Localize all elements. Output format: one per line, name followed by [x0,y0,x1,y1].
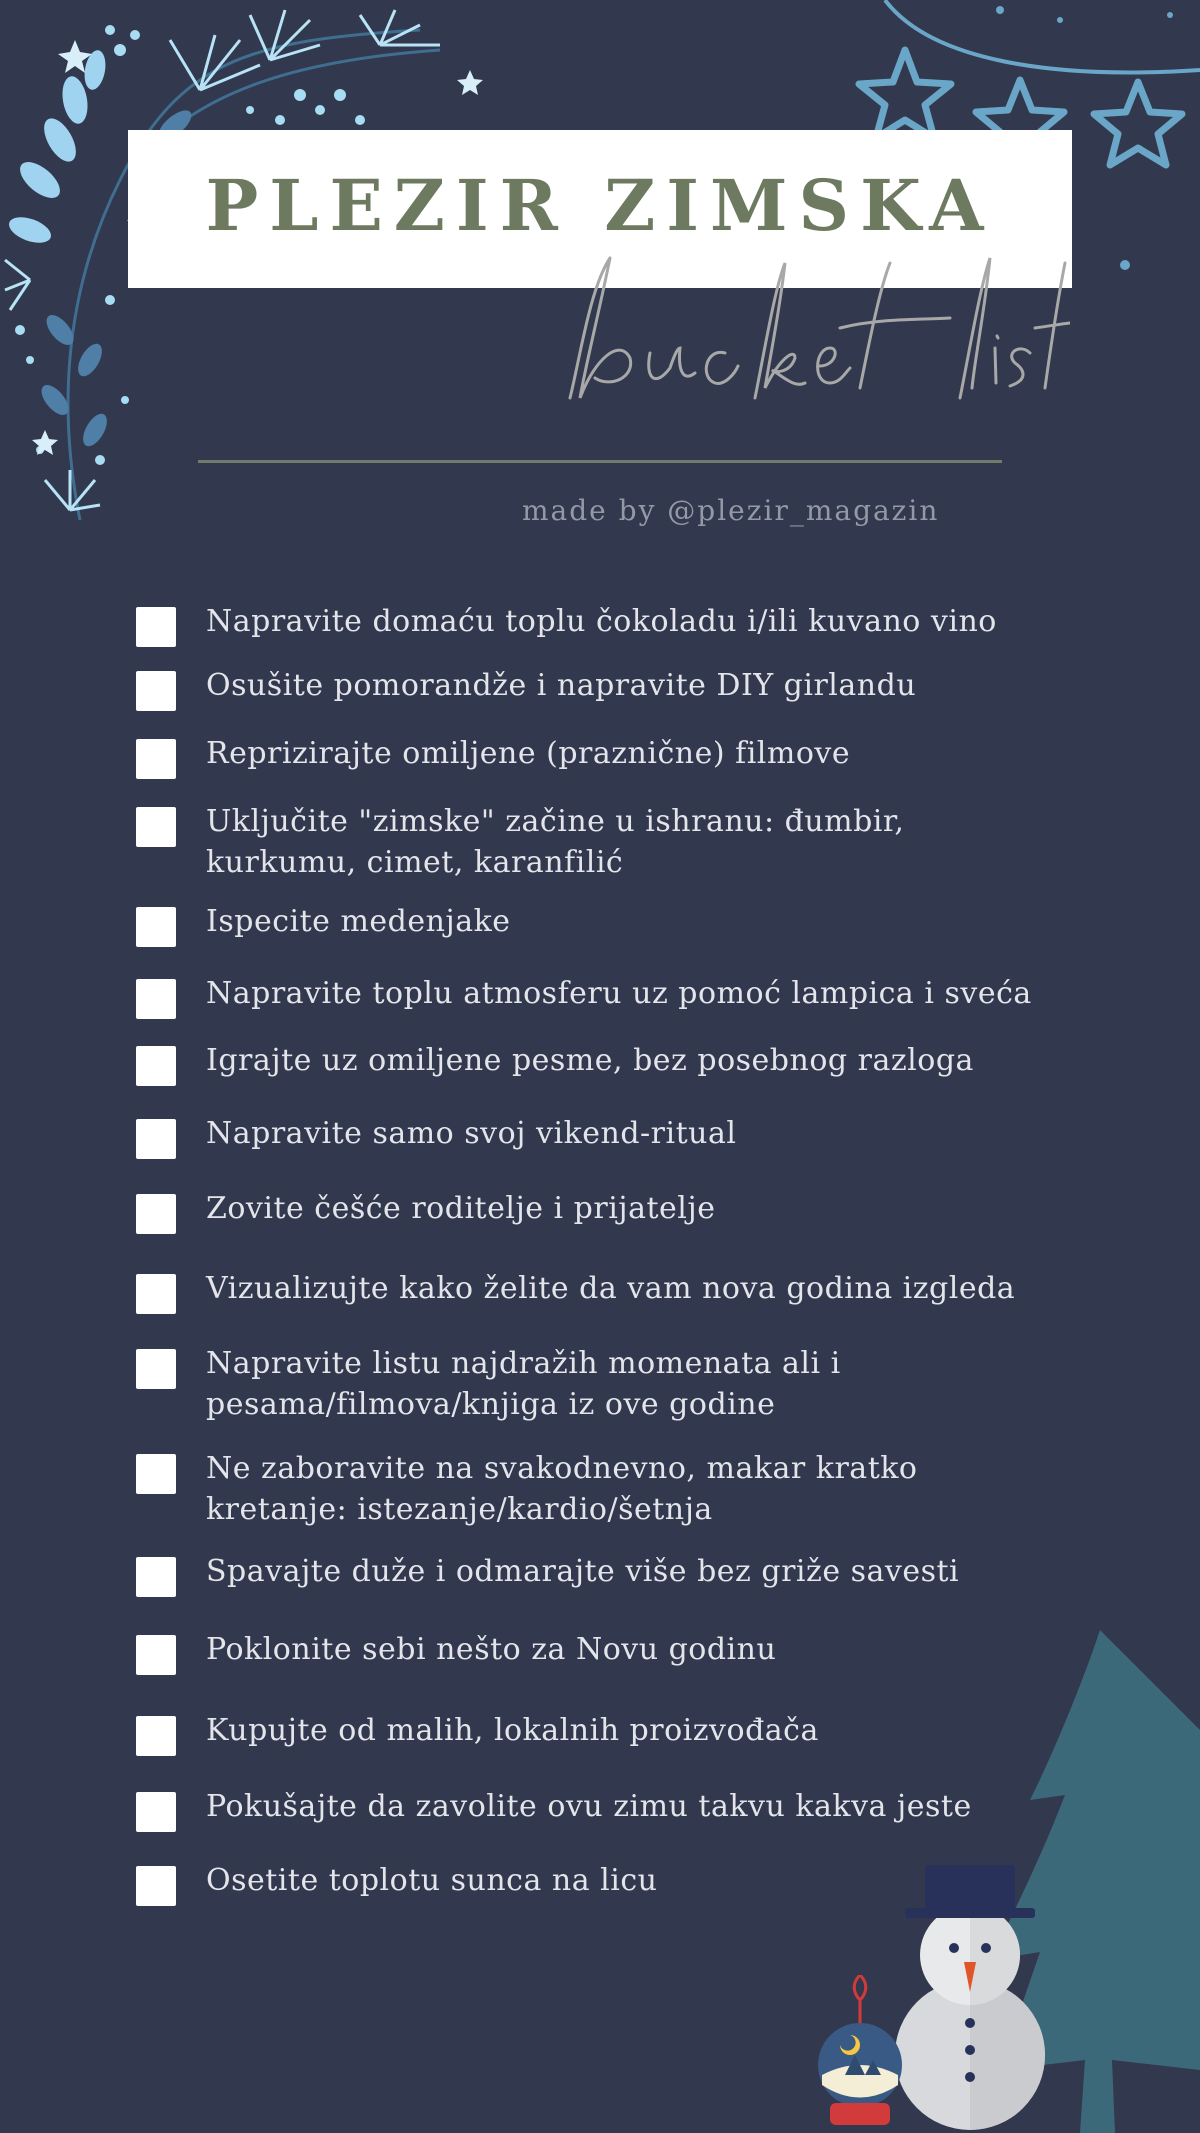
checkbox[interactable] [136,1635,176,1675]
item-text-line: Napravite listu najdražih momenata ali i [206,1346,841,1381]
item-text-line: Igrajte uz omiljene pesme, bez posebnog razloga [206,1043,974,1078]
item-text-line: Zovite češće roditelje i prijatelje [206,1191,716,1226]
item-text-line: Ispecite medenjake [206,904,511,939]
item-text-line: Osušite pomorandže i napravite DIY girlandu [206,668,917,703]
item-text-line: Spavajte duže i odmarajte više bez griže savesti [206,1554,960,1589]
checkbox[interactable] [136,1557,176,1597]
item-text-line: Ne zaboravite na svakodnevno, makar kratko [206,1451,918,1486]
item-text-line: Napravite toplu atmosferu uz pomoć lampica i sveća [206,976,1032,1011]
checkbox[interactable] [136,671,176,711]
checkbox[interactable] [136,1194,176,1234]
item-text-line: kretanje: istezanje/kardio/šetnja [206,1492,713,1527]
item-text-line: Uključite "zimske" začine u ishranu: đumbir, [206,804,905,839]
checklist-item-text [206,1188,1166,1229]
checklist-item-text [206,601,1166,642]
item-text-line: pesama/filmova/knjiga iz ove godine [206,1387,776,1422]
checklist-item-text [206,1113,1166,1154]
item-text-line: kurkumu, cimet, karanfilić [206,845,624,880]
checkbox[interactable] [136,1119,176,1159]
checkbox[interactable] [136,979,176,1019]
script-subtitle-lettering [540,248,1070,418]
item-text-line: Poklonite sebi nešto za Novu godinu [206,1632,777,1667]
item-text-line: Pokušajte da zavolite ovu zimu takvu kakva jeste [206,1789,972,1824]
item-text-line: Napravite domaću toplu čokoladu i/ili kuvano vino [206,604,997,639]
snow-globe-icon [810,1975,910,2133]
checklist-item-text [206,1551,1166,1592]
checklist-item-text [206,733,1166,774]
item-text-line: Reprizirajte omiljene (praznične) filmove [206,736,851,771]
checkbox[interactable] [136,1454,176,1494]
checklist-item-text [206,665,1166,706]
item-text-line: Kupujte od malih, lokalnih proizvođača [206,1713,819,1748]
checkbox[interactable] [136,1792,176,1832]
checkbox[interactable] [136,1349,176,1389]
checklist-item-text [206,1343,1166,1425]
checklist-item-text [206,901,1166,942]
item-text-line: Vizualizujte kako želite da vam nova godina izgleda [206,1271,1016,1306]
credit-text: made by @plezir_magazin [522,494,940,527]
checklist-item-text [206,1448,1166,1530]
checklist-item-text [206,1268,1166,1309]
checklist-item-text [206,973,1166,1014]
checkbox[interactable] [136,1716,176,1756]
checkbox[interactable] [136,739,176,779]
item-text-line: Napravite samo svoj vikend-ritual [206,1116,737,1151]
checkbox[interactable] [136,1046,176,1086]
checklist-item-text [206,801,1166,883]
checkbox[interactable] [136,607,176,647]
checklist-item-text [206,1040,1166,1081]
page-title: PLEZIR ZIMSKA [205,164,995,247]
checkbox[interactable] [136,1866,176,1906]
item-text-line: Osetite toplotu sunca na licu [206,1863,658,1898]
checkbox[interactable] [136,807,176,847]
checkbox[interactable] [136,1274,176,1314]
checkbox[interactable] [136,907,176,947]
divider-line [198,460,1002,463]
